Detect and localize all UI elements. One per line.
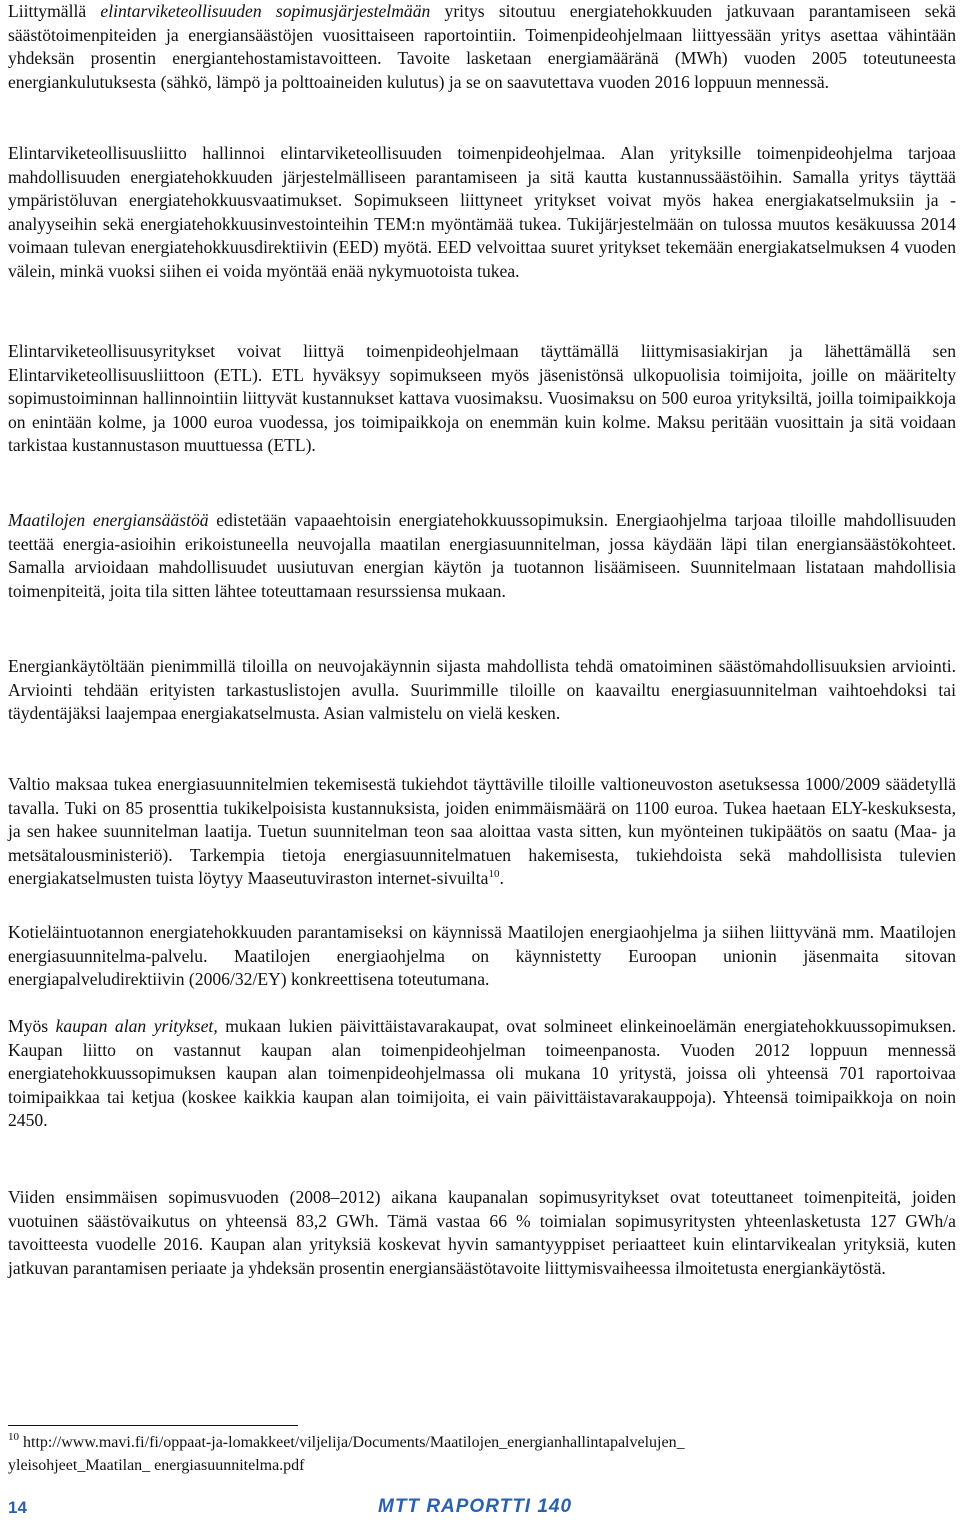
series-title: MTT RAPORTTI 140 [378,1496,573,1517]
paragraph-liittyminen: Elintarviketeollisuusyritykset voivat liittyä toimenpideohjelmaan täyttämällä liittymisasiakirjan ja lähettämällä sen Elintarviketeollisuusliittoon (ETL). ETL hyväksyy sopimukseen myös jäsenistönsä ulkopuolisia toimijoita, joille on määritelty sopimustoiminnan hallinnointiin liittyvät kustannukset kattava vuosimaksu. Vuosimaksu on 500 euroa yrityksiltä, joilla toimipaikkoja on enintään kolme, ja 1000 euroa vuodessa, jos toimipaikkoja on enemmän kuin kolme. Maksu peritään vuosittain ja sitä voidaan tarkistaa kustannustason muuttuessa (ETL). [8,341,956,456]
text-span: Liittymällä [8,1,101,21]
paragraph-sopimusjarjestelma [8,0,956,94]
paragraph-pienet-tilat: Energiankäytöltään pienimmillä tiloilla on neuvojakäynnin sijasta mahdollista tehdä omatoiminen säästömahdollisuuksien arviointi. Arviointi tehdään erityisten tarkastuslistojen avulla. Suurimmille tiloille on kaavailtu energiasuunnitelman vaihtoehdoksi tai täydentäjäksi laajempaa energiakatselmusta. Asian valmistelu on vielä kesken. [8,656,956,724]
paragraph-kotielaintuotanto: Kotieläintuotannon energiatehokkuuden parantamiseksi on käynnissä Maatilojen energiaohjelma ja siihen liittyvänä mm. Maatilojen energiasuunnitelma-palvelu. Maatilojen energiaohjelma on käynnistetty Euroopan unionin jäsenmaita sitovan energiapalveludirektiivin (2006/32/EY) konkreettisena toteutumana. [8,922,956,990]
paragraph-saastovaikutus: Viiden ensimmäisen sopimusvuoden (2008–2012) aikana kaupanalan sopimusyritykset ovat toteuttaneet toimenpiteitä, joiden vuotuinen säästövaikutus on yhteensä 83,2 GWh. Tämä vastaa 66 % toimialan sopimusyritysten yhteenlasketusta 127 GWh/a tavoitteesta vuodelle 2016. Kaupan alan yrityksiä koskevat hyvin samantyyppiset periaatteet kuin elintarvikealan yrityksiä, kuten jatkuvan parantamisen periaate ja yhdeksän prosentin energiansäästötavoite liittymisvaiheessa ilmoitetusta energiankäytöstä. [8,1187,956,1278]
italic-term: Maatilojen energiansäästöä [8,510,209,530]
text-span: Myös [8,1016,56,1036]
paragraph-elintarviketeollisuusliitto: Elintarviketeollisuusliitto hallinnoi elintarviketeollisuuden toimenpideohjelmaa. Alan yrityksille toimenpideohjelma tarjoaa mahdollisuuden energiatehokkuuden järjestelmälliseen parantamiseen ja sitä kautta kustannussäästöihin. Samalla yritys täyttää ympäristöluvan energiatehokkuusvaatimukset. Sopimukseen liittyneet yritykset voivat myös hakea energiakatselmuksiin ja -analyyseihin sekä energiatehokkuusinvestointeihin TEM:n myöntämää tukea. Tukijärjestelmään on tulossa muutos kesäkuussa 2014 voimaan tulevan energiatehokkuusdirektiivin (EED) myötä. EED velvoittaa suuret yritykset tekemään energiakatselmuksen 4 vuoden välein, minkä vuoksi siihen ei voida myöntää enää nykymuotoista tukea. [8,143,956,281]
paragraph-valtion-tuki [8,773,956,891]
italic-term: kaupan alan yritykset, [55,1016,218,1036]
footnote [8,1431,908,1477]
page-number: 14 [8,1498,27,1517]
footnote-divider [8,1425,298,1426]
text-span: Valtio maksaa tukea energiasuunnitelmien tekemisestä tukiehdot täyttäville tiloille valtioneuvoston asetuksessa 1000/2009 säädetyllä tavalla. Tuki on 85 prosenttia tukikelpoisista kustannuksista, joiden enimmäismäärä on 1100 euroa. Tukea haetaan ELY-keskuksesta, ja sen hakee suunnitelman laatija. Tuetun suunnitelman teon saa aloittaa vasta sitten, kun myönteinen tukipäätös on saatu (Maa- ja metsätalousministeriö). Tarkempia tietoja energiasuunnitelmatuen hakemisesta, tukiehdoista sekä mahdollisista tulevien energiakatselmusten tuista löytyy Maaseutuviraston internet-sivuilta [8,774,956,889]
text-span: yritys sitoutuu energiatehokkuuden jatkuvaan parantamiseen sekä säästötoimenpiteiden ja energiansäästöjen vuosittaiseen raportointiin. Toimenpideohjelmaan liittyessään yritys asettaa vähintään yhdeksän prosentin energiantehostamistavoitteen. Tavoite lasketaan energiamääränä (MWh) vuoden 2005 toteutuneesta energiankulutuksesta (sähkö, lämpö ja polttoaineiden kulutus) ja se on saavutettava vuoden 2016 loppuun mennessä. [8,1,956,92]
footnote-url-line1[interactable]: http://www.mavi.fi/fi/oppaat-ja-lomakkeet/viljelija/Documents/Maatilojen_energianhallintapalvelujen_ [23,1434,685,1451]
text-span: edistetään vapaaehtoisin energiatehokkuussopimuksin. Energiaohjelma tarjoaa tiloille mahdollisuuden teettää energia-asioihin erikoistuneella neuvojalla maatilan energiasuunnitelman, jossa käydään läpi tilan energiansäästökohteet. Samalla arvioidaan mahdollisuudet uusiutuvan energian käytön ja tuotannon lisäämiseen. Suunnitelmaan listataan mahdollisia toimenpiteitä, joita tila sitten lähtee toteuttamaan resurssiensa mukaan. [8,510,957,601]
footnote-number: 10 [8,1431,19,1443]
text-span: . [499,868,504,889]
italic-term: elintarviketeollisuuden sopimusjärjestelmään [100,1,431,21]
text-span: mukaan lukien päivittäistavarakaupat, ovat solmineet elinkeinoelämän energiatehokkuussopimuksen. Kaupan liitto on vastannut kaupan alan toimenpideohjelman toimeenpanosta. Vuoden 2012 loppuun mennessä energiatehokkuussopimuksen kaupan alan toimenpideohjelmassa oli mukana 10 yritystä, joissa oli yhteensä 701 raportoivaa toimipaikkaa tai ketjua (koskee kaikkia kaupan alan toimijoita, ei vain päivittäistavarakauppoja). Yhteensä toimipaikkoja on noin 2450. [8,1016,956,1131]
footnote-url-line2[interactable]: yleisohjeet_Maatilan_ energiasuunnitelma.pdf [8,1457,305,1474]
paragraph-kaupan-ala [8,1015,956,1133]
footnote-reference: 10 [488,868,500,881]
paragraph-maatilojen-energiansaasto [8,509,956,603]
